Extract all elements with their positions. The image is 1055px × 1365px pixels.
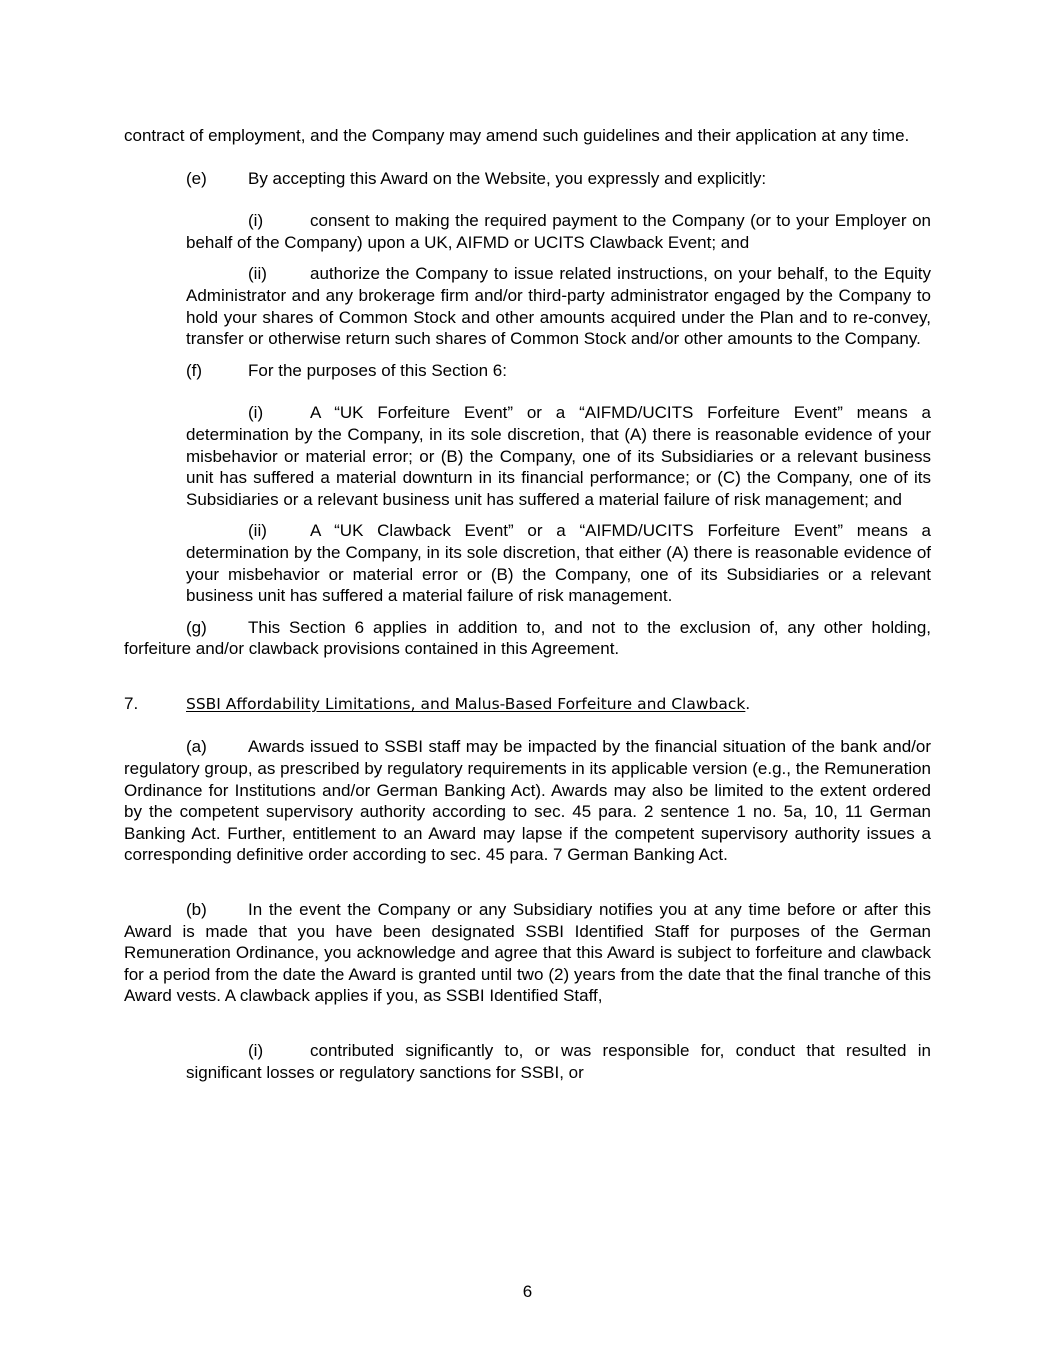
para-f-ii	[186, 520, 931, 606]
para-f	[186, 360, 931, 382]
para-f-i-text: A “UK Forfeiture Event” or a “AIFMD/UCITS Forfeiture Event” means a determination by the Company, in its sole discretion, that (A) there is reasonable evidence of your misbehavior or material error; or (B) the Company, one of its Subsidiaries or a relevant business unit has suffered a material downturn in its financial performance; or (C) the Company, one of its Subsidiaries or a relevant business unit has suffered a material failure of risk management; and	[186, 403, 931, 509]
para-7a	[124, 736, 931, 866]
para-7a-label: (a)	[186, 737, 207, 757]
section-7-title-end: .	[745, 693, 751, 713]
para-g-text: This Section 6 applies in addition to, and not to the exclusion of, any other holding, forfeiture and/or clawback provisions contained in this Agreement.	[124, 617, 931, 659]
section-7-title: SSBI Affordability Limitations, and Malus-Based Forfeiture and Clawback	[186, 694, 746, 713]
para-f-i	[186, 402, 931, 510]
para-e-ii	[186, 263, 931, 349]
para-f-ii-label: (ii)	[248, 521, 267, 541]
para-7b	[124, 899, 931, 1007]
para-e-text: By accepting this Award on the Website, you expressly and explicitly:	[248, 168, 767, 188]
para-e-i-label: (i)	[248, 211, 264, 231]
para-e-label: (e)	[186, 168, 207, 188]
para-7b-label: (b)	[186, 900, 207, 920]
para-g-label: (g)	[186, 617, 207, 637]
para-7b-i-text: contributed significantly to, or was responsible for, conduct that resulted in significant losses or regulatory sanctions for SSBI, or	[186, 1041, 931, 1082]
section-7-number: 7.	[124, 693, 139, 713]
page-number: 6	[522, 1282, 533, 1301]
para-7b-i-label: (i)	[248, 1041, 264, 1060]
para-intro: contract of employment, and the Company may amend such guidelines and their application at any time.	[124, 126, 910, 145]
para-e-i	[186, 210, 931, 253]
para-e	[186, 168, 931, 190]
para-g	[124, 617, 931, 660]
para-f-i-label: (i)	[248, 403, 264, 423]
para-7a-text: Awards issued to SSBI staff may be impacted by the financial situation of the bank and/or regulatory group, as prescribed by regulatory requirements in its applicable version (e.g., the Remuneration Ordinance for Institutions and/or German Banking Act). Awards may also be limited to the extent ordered by the competent supervisory authority according to sec. 45 para. 2 sentence 1 no. 5a, 10, 11 German Banking Act. Further, entitlement to an Award may lapse if the competent supervisory authority issues a corresponding definitive order according to sec. 45 para. 7 German Banking Act.	[124, 737, 931, 865]
para-f-text: For the purposes of this Section 6:	[248, 360, 507, 380]
para-e-ii-text: authorize the Company to issue related instructions, on your behalf, to the Equity Administrator and any brokerage firm and/or third-party administrator engaged by the Company to hold your shares of Common Stock and other amounts acquired under the Plan and to re-convey, transfer or otherwise return such shares of Common Stock and/or other amounts to the Company.	[186, 264, 931, 349]
section-7-heading	[124, 693, 931, 716]
para-f-ii-text: A “UK Clawback Event” or a “AIFMD/UCITS Forfeiture Event” means a determination by the Company, in its sole discretion, that either (A) there is reasonable evidence of your misbehavior or material error or (B) the Company, one of its Subsidiaries or a relevant business unit has suffered a material failure of risk management.	[186, 521, 931, 606]
document-page	[124, 125, 931, 1083]
para-e-ii-label: (ii)	[248, 264, 267, 284]
para-7b-i	[186, 1040, 931, 1083]
para-7b-text: In the event the Company or any Subsidiary notifies you at any time before or after this Award is made that you have been designated SSBI Identified Staff for purposes of the German Remuneration Ordinance, you acknowledge and agree that this Award is subject to forfeiture and clawback for a period from the date the Award is granted until two (2) years from the date that the final tranche of this Award vests. A clawback applies if you, as SSBI Identified Staff,	[124, 900, 931, 1006]
para-e-i-text: consent to making the required payment to the Company (or to your Employer on behalf of the Company) upon a UK, AIFMD or UCITS Clawback Event; and	[186, 211, 931, 252]
para-f-label: (f)	[186, 360, 203, 380]
